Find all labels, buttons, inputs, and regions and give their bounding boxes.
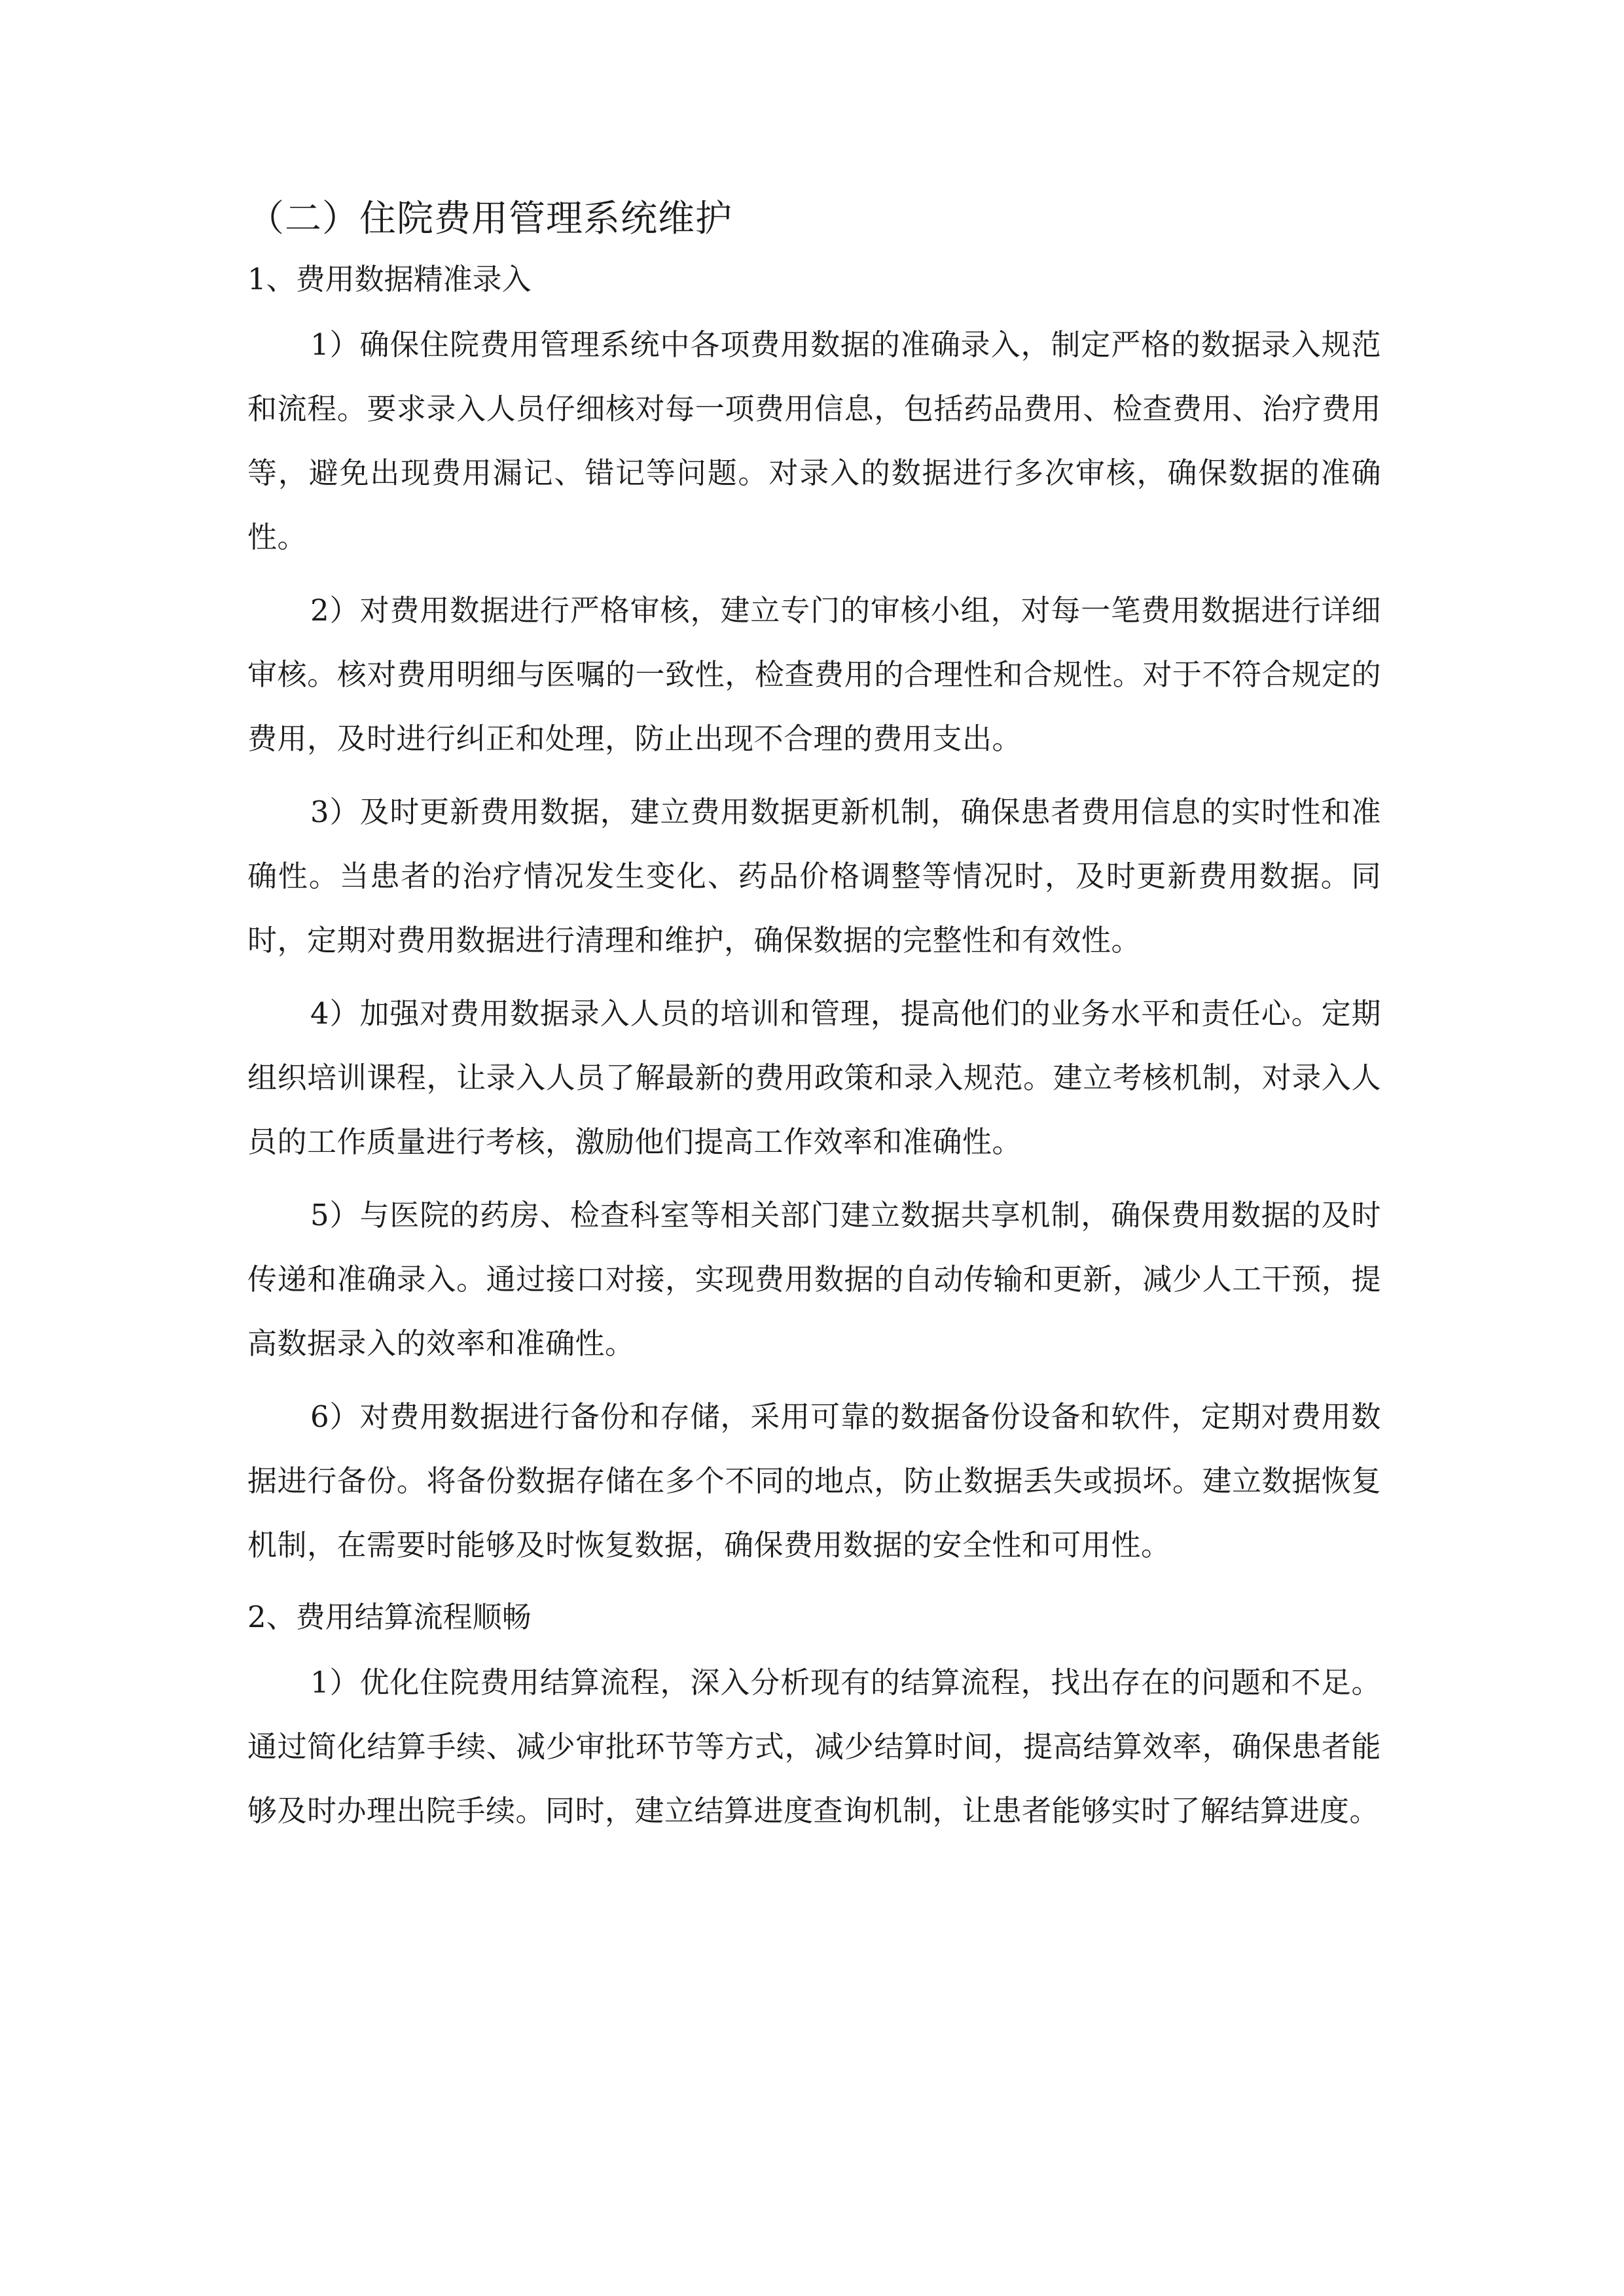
- subsection-title: 1、费用数据精准录入: [247, 262, 532, 296]
- paragraph: 1）确保住院费用管理系统中各项费用数据的准确录入，制定严格的数据录入规范和流程。要求录入人员仔细核对每一项费用信息，包括药品费用、检查费用、治疗费用等，避免出现费用漏记、错记等问题。对录入的数据进行多次审核，确保数据的准确性。: [247, 327, 1381, 554]
- subsection-fee-data-entry: [247, 255, 1381, 1577]
- paragraph: 6）对费用数据进行备份和存储，采用可靠的数据备份设备和软件，定期对费用数据进行备份。将备份数据存储在多个不同的地点，防止数据丢失或损坏。建立数据恢复机制，在需要时能够及时恢复数据，确保费用数据的安全性和可用性。: [247, 1399, 1381, 1562]
- subsection-title: 2、费用结算流程顺畅: [247, 1600, 532, 1634]
- section-title: （二）住院费用管理系统维护: [247, 198, 732, 240]
- subsection-settlement-process: [247, 1593, 1381, 1843]
- paragraph: 5）与医院的药房、检查科室等相关部门建立数据共享机制，确保费用数据的及时传递和准确录入。通过接口对接，实现费用数据的自动传输和更新，减少人工干预，提高数据录入的效率和准确性。: [247, 1198, 1381, 1361]
- paragraph: 4）加强对费用数据录入人员的培训和管理，提高他们的业务水平和责任心。定期组织培训课程，让录入人员了解最新的费用政策和录入规范。建立考核机制，对录入人员的工作质量进行考核，激励他们提高工作效率和准确性。: [247, 996, 1381, 1159]
- document-body: [247, 190, 1381, 1852]
- paragraph: 2）对费用数据进行严格审核，建立专门的审核小组，对每一笔费用数据进行详细审核。核对费用明细与医嘱的一致性，检查费用的合理性和合规性。对于不符合规定的费用，及时进行纠正和处理，防止出现不合理的费用支出。: [247, 593, 1381, 756]
- paragraph: 1）优化住院费用结算流程，深入分析现有的结算流程，找出存在的问题和不足。通过简化结算手续、减少审批环节等方式，减少结算时间，提高结算效率，确保患者能够及时办理出院手续。同时，建立结算进度查询机制，让患者能够实时了解结算进度。: [247, 1665, 1381, 1828]
- paragraph: 3）及时更新费用数据，建立费用数据更新机制，确保患者费用信息的实时性和准确性。当患者的治疗情况发生变化、药品价格调整等情况时，及时更新费用数据。同时，定期对费用数据进行清理和维护，确保数据的完整性和有效性。: [247, 795, 1381, 958]
